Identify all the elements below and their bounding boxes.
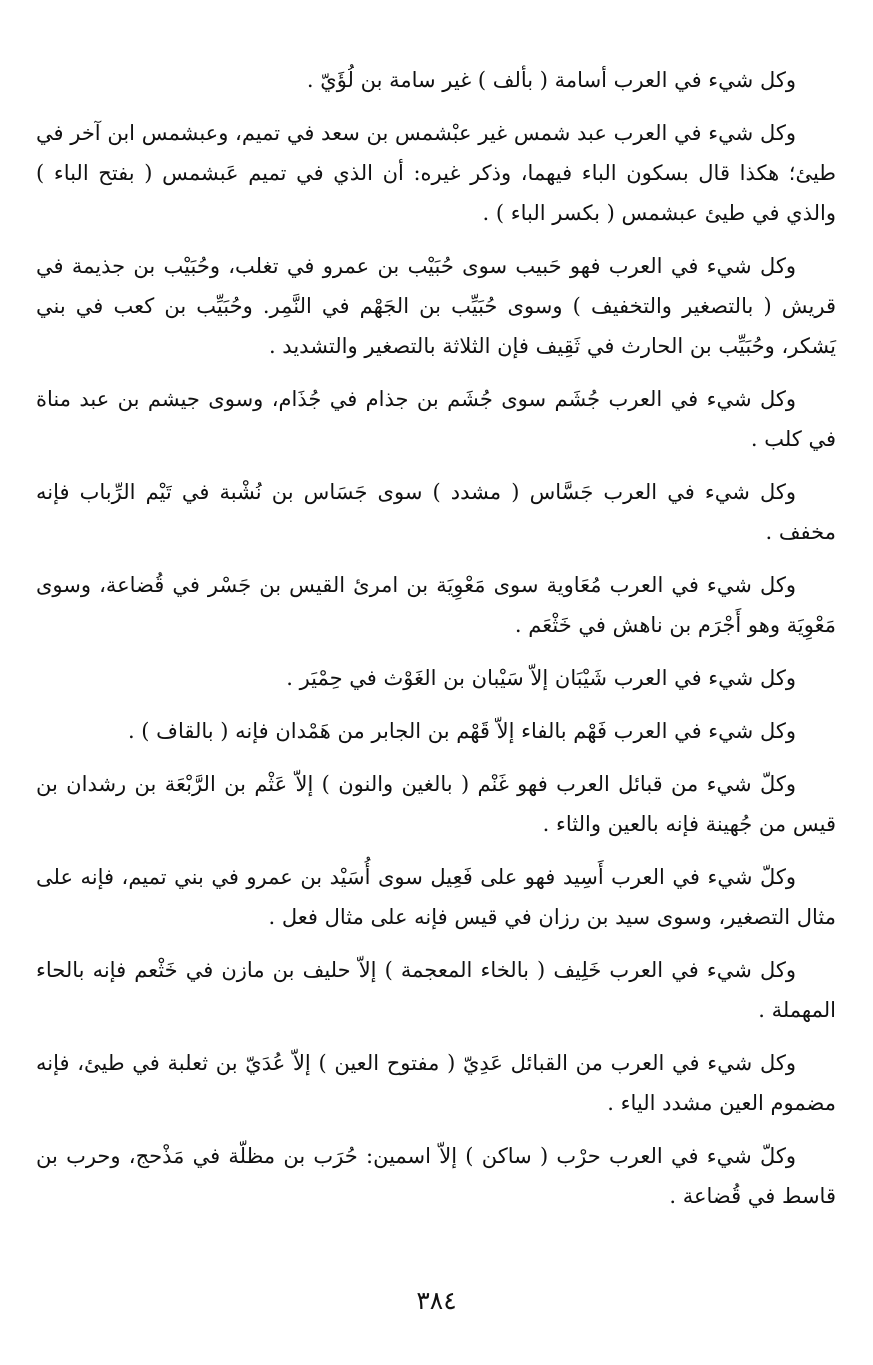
paragraph: وكل شيء في العرب فَهْم بالفاء إلاّ قَهْم بن الجابر من هَمْدان فإنه ( بالقاف ) . [127,719,796,743]
paragraph: وكل شيء في العرب عبد شمس غير عبْشمس بن سعد في تميم، وعبشمس ابن آخر في طيئ؛ هكذا قال بسكون الباء فيهما، وذكر غيره: أن الذي في تميم عَبشمس ( بفتح الباء ) والذي في طيئ عبشمس ( بكسر الباء ) . [36,121,836,225]
paragraph: وكل شيء في العرب من القبائل عَدِيّ ( مفتوح العين ) إلاّ عُدَيّ بن ثعلبة في طيئ، فإنه مضموم العين مشدد الياء . [36,1051,836,1115]
paragraph: وكلّ شيء من قبائل العرب فهو غَنْم ( بالغين والنون ) إلاّ عَثْم بن الرَّبْعَة بن رشدان بن قيس من جُهينة فإنه بالعين والثاء . [36,772,836,836]
paragraph: وكل شيء في العرب شَيْبَان إلاّ سَيْبان بن الغَوْث في حِمْيَر . [286,666,796,690]
page-number: ٣٨٤ [416,1286,457,1315]
paragraph: وكلّ شيء في العرب أَسِيد فهو على فَعِيل سوى أُسَيْد بن عمرو في بني تميم، فإنه على مثال التصغير، وسوى سيد بن رزان في قيس فإنه على مثال فعل . [36,865,836,929]
paragraph: وكلّ شيء في العرب حرْب ( ساكن ) إلاّ اسمين: حُرَب بن مظلّة في مَذْحج، وحرب بن قاسط في قُضاعة . [36,1144,836,1208]
paragraph: وكل شيء في العرب جُشَم سوى جُشَم بن جذام في جُذَام، وسوى جيشم بن عبد مناة في كلب . [36,387,836,451]
paragraph: وكل شيء في العرب فهو حَبيب سوى حُبَيْب بن عمرو في تغلب، وحُبَيْب بن جذيمة في قريش ( بالتصغير والتخفيف ) وسوى حُبَيِّب بن الجَهْم في النَّمِر. وحُبَيِّب بن كعب في بني يَشكر، وحُبَيِّب بن الحارث في ثَقِيف فإن الثلاثة بالتصغير والتشديد . [36,254,836,358]
paragraph: وكل شيء في العرب مُعَاوية سوى مَعْوِيَة بن امرئ القيس بن جَسْر في قُضاعة، وسوى مَعْوِيَة وهو أَجْرَم بن ناهش في خَثْعَم . [36,573,836,637]
paragraph: وكل شيء في العرب خَلِيف ( بالخاء المعجمة ) إلاّ حليف بن مازن في خَثْعم فإنه بالحاء المهملة . [36,958,836,1022]
paragraph: وكل شيء في العرب جَسَّاس ( مشدد ) سوى جَسَاس بن نُشْبة في تَيْم الرِّباب فإنه مخفف . [36,480,836,544]
paragraph: وكل شيء في العرب أسامة ( بألف ) غير سامة بن لُؤَيّ . [306,68,796,92]
page-body [36,60,836,1229]
